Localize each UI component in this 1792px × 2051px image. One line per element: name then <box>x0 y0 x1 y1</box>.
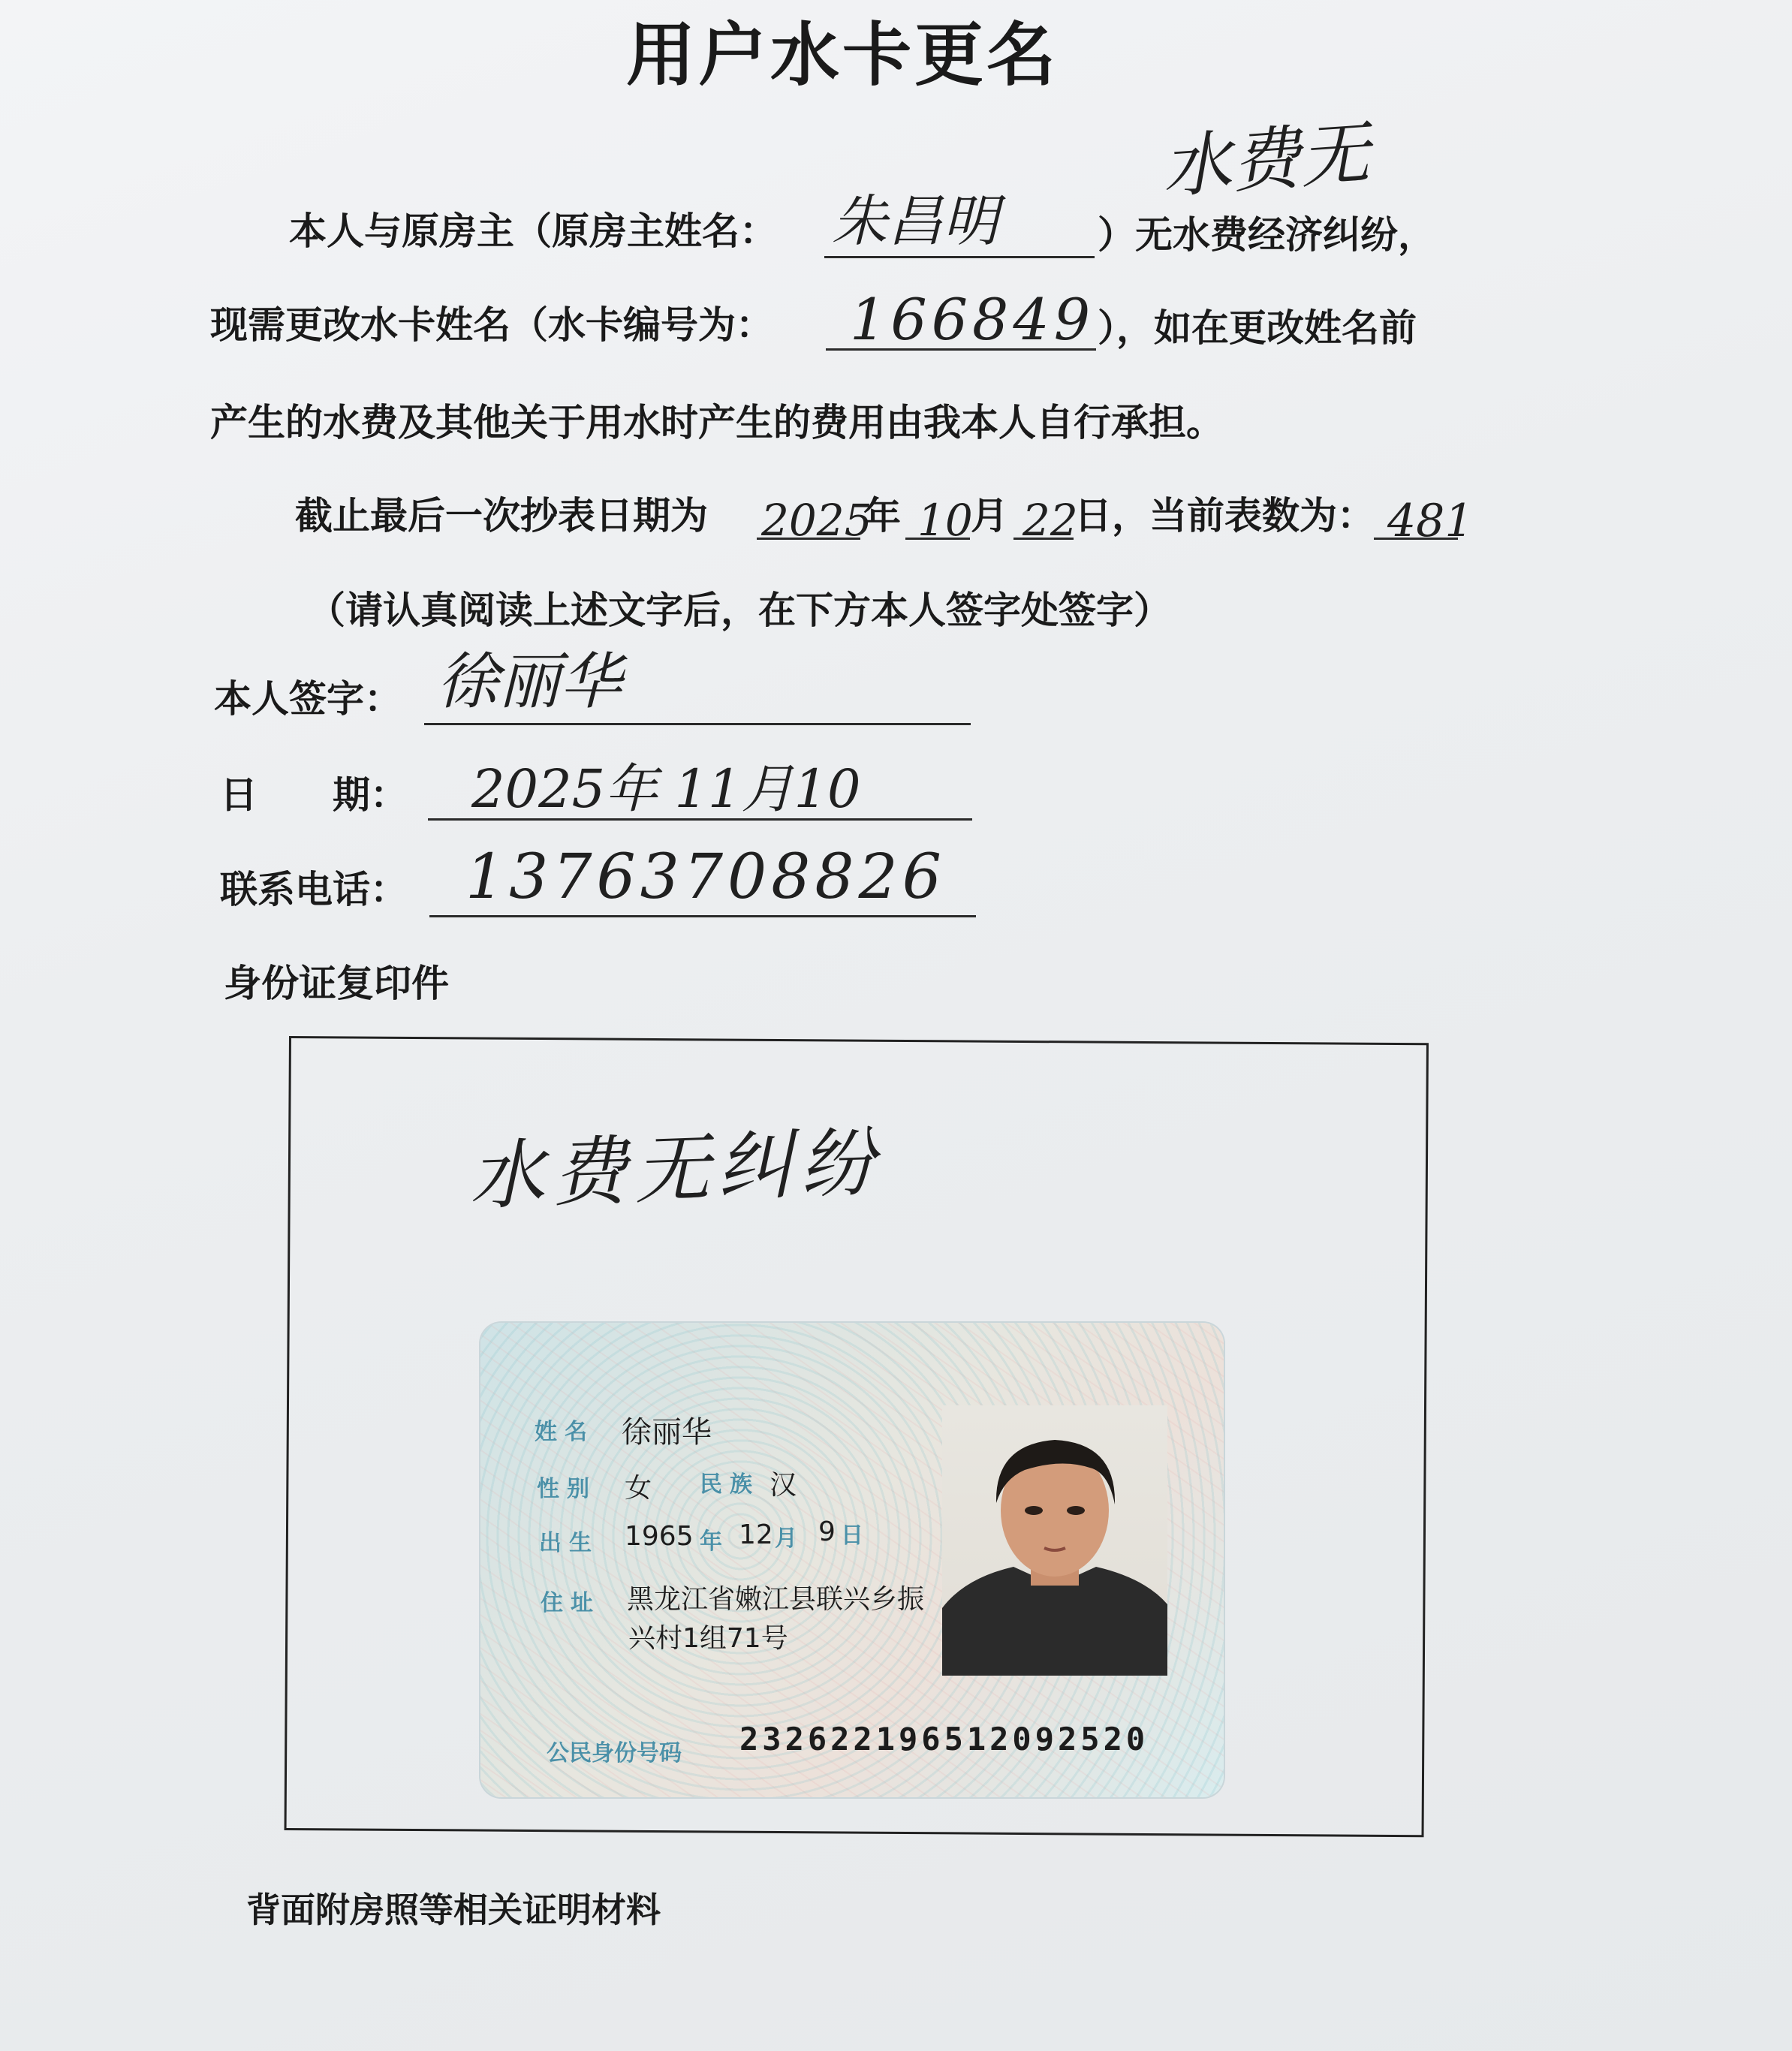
signing-notice: （请认真阅读上述文字后，在下方本人签字处签字） <box>308 589 1171 632</box>
day-unit: 日，当前表数为： <box>1074 494 1375 538</box>
date-handwritten: 2025年 11月10 <box>471 758 861 820</box>
reading-year-handwritten: 2025 <box>761 495 872 546</box>
id-birth-day-unit: 日 <box>841 1522 863 1549</box>
id-sex-label: 性别 <box>537 1476 597 1502</box>
document-title: 用户水卡更名 <box>626 15 1059 95</box>
id-ethnic: 汉 <box>770 1470 797 1501</box>
para1-prefix: 本人与原房主（原房主姓名： <box>289 209 777 253</box>
id-number-label: 公民身份号码 <box>547 1740 682 1766</box>
reading-month-underline <box>905 538 970 540</box>
reading-day-handwritten: 22 <box>1022 495 1078 546</box>
id-birth-day: 9 <box>818 1516 836 1547</box>
id-ethnic-label: 民族 <box>700 1471 760 1498</box>
para1-suffix: ）无水费经济纠纷， <box>1098 213 1435 257</box>
id-birth-month: 12 <box>739 1519 773 1550</box>
owner-name-underline <box>824 256 1095 258</box>
id-address-label: 住址 <box>541 1590 601 1616</box>
signature-label: 本人签字： <box>214 677 402 721</box>
id-birth-year-unit: 年 <box>700 1528 722 1555</box>
id-copy-label: 身份证复印件 <box>224 962 449 1005</box>
reading-month-handwritten: 10 <box>917 495 973 546</box>
para2-suffix: ），如在更改姓名前 <box>1098 306 1417 350</box>
id-birth-year: 1965 <box>625 1521 694 1552</box>
date-underline <box>428 818 972 821</box>
phone-handwritten: 13763708826 <box>465 842 946 913</box>
id-card <box>480 1323 1224 1797</box>
handwritten-annotation-top: 水费无 <box>1159 113 1372 208</box>
id-sex: 女 <box>625 1473 652 1504</box>
date-label: 日 期： <box>220 773 408 817</box>
id-address-line1: 黑龙江省嫩江县联兴乡振 <box>627 1584 925 1615</box>
year-unit: 年 <box>863 494 901 538</box>
para3: 产生的水费及其他关于用水时产生的费用由我本人自行承担。 <box>210 401 1224 444</box>
id-name: 徐丽华 <box>622 1415 712 1450</box>
id-birth-label: 出生 <box>539 1530 599 1556</box>
month-unit: 月 <box>971 494 1008 538</box>
id-photo <box>942 1405 1167 1676</box>
phone-label: 联系电话： <box>220 868 408 911</box>
id-address-line2: 兴村1组71号 <box>628 1623 788 1654</box>
meter-reading-handwritten: 481 <box>1387 495 1474 547</box>
id-number: 232622196512092520 <box>739 1721 1149 1757</box>
meter-reading-underline <box>1374 538 1458 540</box>
handwritten-annotation-box: 水费无纠纷 <box>468 1118 884 1221</box>
card-number-underline <box>826 348 1096 351</box>
para4-prefix: 截止最后一次抄表日期为 <box>295 494 708 538</box>
owner-name-handwritten: 朱昌明 <box>832 189 998 254</box>
phone-underline <box>429 915 976 917</box>
id-birth-month-unit: 月 <box>775 1525 797 1552</box>
reading-day-underline <box>1013 538 1074 540</box>
signature-handwritten: 徐丽华 <box>437 646 622 718</box>
reading-year-underline <box>757 538 860 540</box>
footer-note: 背面附房照等相关证明材料 <box>246 1890 661 1930</box>
portrait-image <box>942 1405 1167 1676</box>
para2-prefix: 现需更改水卡姓名（水卡编号为： <box>210 303 773 347</box>
id-name-label: 姓名 <box>535 1419 595 1445</box>
card-number-handwritten: 166849 <box>850 286 1095 353</box>
signature-underline <box>424 723 971 725</box>
